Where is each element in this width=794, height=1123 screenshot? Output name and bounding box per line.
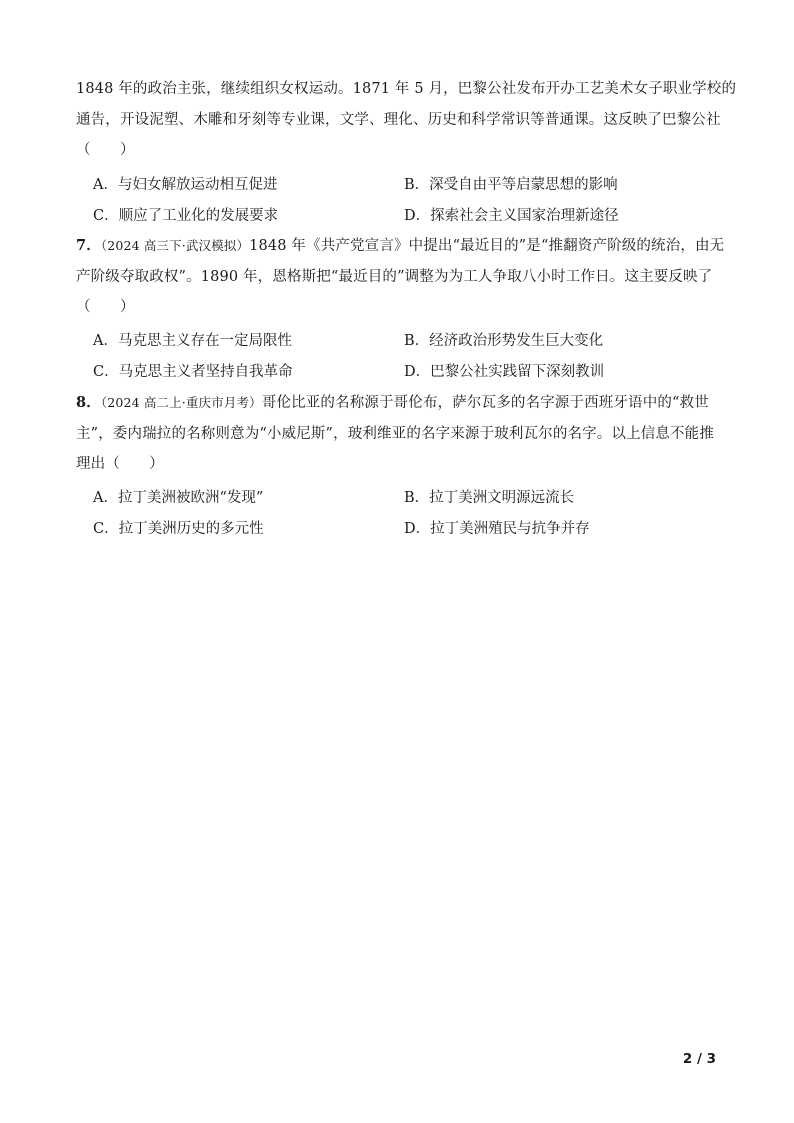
q7-option-c[interactable]: C．马克思主义者坚持自我革命: [93, 364, 293, 380]
q8-number: 8．: [76, 394, 101, 411]
q7-stem-line-1: [76, 231, 725, 262]
page-number: 2 / 3: [682, 1051, 716, 1067]
q8-stem-line-1: [76, 388, 722, 419]
q6-options-row-2: [93, 201, 713, 231]
q8-stem-line-2: 主”，委内瑞拉的名称则意为“小威尼斯”，玻利维亚的名字来源于玻利瓦尔的名字。以上信息不能推: [76, 425, 714, 442]
q7-stem: [76, 231, 725, 323]
q8-option-c[interactable]: C．拉丁美洲历史的多元性: [93, 521, 264, 537]
q8-options-row-1: [93, 483, 713, 513]
q6-stem-line-1: 1848 年的政治主张，继续组织女权运动。1871 年 5 月，巴黎公社发布开办工艺美术女子职业学校的: [76, 81, 737, 97]
q6-option-c[interactable]: C．顺应了工业化的发展要求: [93, 208, 279, 224]
q7-source: （2024 高三下·武汉模拟）: [100, 238, 250, 253]
q6-option-a[interactable]: A．与妇女解放运动相互促进: [93, 177, 278, 193]
q7-number: 7．: [76, 237, 101, 254]
q7-option-a[interactable]: A．马克思主义存在一定局限性: [93, 333, 292, 349]
q7-option-d[interactable]: D．巴黎公社实践留下深刻教训: [404, 364, 605, 380]
q7-options-row-2: [93, 357, 713, 387]
q8-stem-text-1: 哥伦比亚的名称源于哥伦布，萨尔瓦多的名字源于西班牙语中的“救世: [261, 395, 709, 411]
q8-option-a[interactable]: A．拉丁美洲被欧洲“发现”: [93, 490, 264, 506]
q8-stem: [76, 388, 722, 480]
q8-source: （2024 高二上·重庆市月考）: [100, 395, 262, 410]
q6-stem-line-2: 通告，开设泥塑、木雕和牙刻等专业课，文学、理化、历史和科学常识等普通课。这反映了巴黎公社: [76, 111, 721, 128]
q6-options-row-1: [93, 170, 713, 200]
q6-stem-line-3: （ ）: [76, 142, 135, 158]
q6-option-d[interactable]: D．探索社会主义国家治理新途径: [404, 208, 619, 224]
q7-stem-text-1: 1848 年《共产党宣言》中提出“最近目的”是“推翻资产阶级的统治，由无: [249, 238, 725, 254]
q7-stem-line-2: 产阶级夺取政权”。1890 年，恩格斯把“最近目的”调整为为工人争取八小时工作日。这主要反映了: [76, 268, 713, 285]
q8-option-b[interactable]: B．拉丁美洲文明源远流长: [404, 490, 575, 506]
q7-stem-line-3: （ ）: [76, 299, 135, 315]
q7-option-b[interactable]: B．经济政治形势发生巨大变化: [404, 333, 604, 349]
q8-option-d[interactable]: D．拉丁美洲殖民与抗争并存: [404, 521, 590, 537]
q8-stem-line-3: 理出（ ）: [76, 456, 164, 472]
q6-stem: [76, 74, 737, 166]
q7-options-row-1: [93, 326, 713, 356]
q8-options-row-2: [93, 514, 713, 544]
q6-option-b[interactable]: B．深受自由平等启蒙思想的影响: [404, 177, 618, 193]
